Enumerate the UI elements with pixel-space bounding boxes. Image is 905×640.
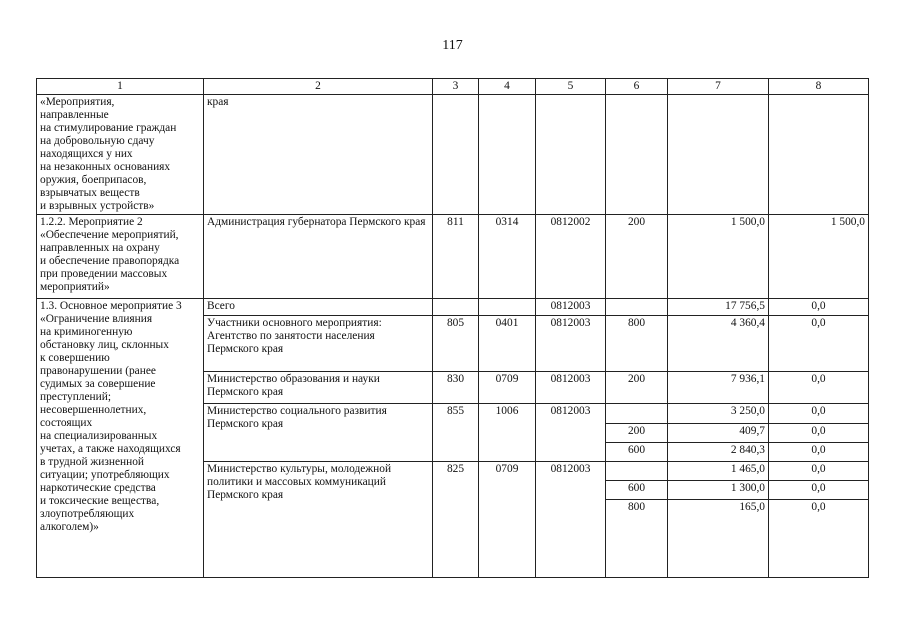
- code-cell: 830: [433, 372, 479, 404]
- code-cell: 0401: [479, 316, 536, 372]
- amount-cell: 0,0: [769, 424, 869, 443]
- header-cell: 3: [433, 79, 479, 95]
- table-cell: [536, 95, 606, 215]
- amount-cell: 3 250,0: [668, 404, 769, 424]
- table-cell: [479, 299, 536, 316]
- code-cell: 0812002: [536, 215, 606, 299]
- code-cell: 805: [433, 316, 479, 372]
- table-cell: [668, 95, 769, 215]
- code-cell: 200: [606, 372, 668, 404]
- header-cell: 8: [769, 79, 869, 95]
- code-cell: 600: [606, 443, 668, 462]
- code-cell: 0709: [479, 372, 536, 404]
- header-cell: 6: [606, 79, 668, 95]
- table-cell: [479, 95, 536, 215]
- executor-cell: Участники основного мероприятия: Агентство по занятости населения Пермского края: [204, 316, 433, 372]
- amount-cell: 0,0: [769, 462, 869, 481]
- amount-cell: 1 465,0: [668, 462, 769, 481]
- code-cell: 800: [606, 316, 668, 372]
- code-cell: 1006: [479, 404, 536, 462]
- header-cell: 4: [479, 79, 536, 95]
- table-row: [37, 215, 869, 299]
- measure-title: 1.3. Основное мероприятие 3 «Ограничение влияния на криминогенную обстановку лиц, склонных к совершению правонарушении (ранее судимых за совершение преступлений; несовершеннолетних, состоящих на специализированных учетах, а также находящихся в трудной жизненной ситуации; употребляющих наркотические средства и токсические вещества, злоупотребляющих алкоголем)»: [37, 299, 204, 578]
- code-cell: 0812003: [536, 462, 606, 578]
- executor-cell: Министерство культуры, молодежной политики и массовых коммуникаций Пермского края: [204, 462, 433, 578]
- table-cell: [606, 95, 668, 215]
- executor-cell: Министерство социального развития Пермского края: [204, 404, 433, 462]
- amount-cell: 1 500,0: [769, 215, 869, 299]
- header-cell: 1: [37, 79, 204, 95]
- amount-cell: 7 936,1: [668, 372, 769, 404]
- table-cell: [433, 95, 479, 215]
- table-row: [37, 95, 869, 215]
- header-cell: 7: [668, 79, 769, 95]
- table-cell: [433, 299, 479, 316]
- table-row: [37, 299, 869, 316]
- budget-table: [36, 78, 869, 578]
- amount-cell: 1 300,0: [668, 481, 769, 500]
- table-cell: [769, 95, 869, 215]
- measure-title: 1.2.2. Мероприятие 2 «Обеспечение мероприятий, направленных на охрану и обеспечение правопорядка при проведении массовых мероприятий»: [37, 215, 204, 299]
- amount-cell: 0,0: [769, 500, 869, 578]
- executor-cell: Всего: [204, 299, 433, 316]
- header-cell: 5: [536, 79, 606, 95]
- amount-cell: 0,0: [769, 481, 869, 500]
- code-cell: 800: [606, 500, 668, 578]
- amount-cell: 0,0: [769, 372, 869, 404]
- amount-cell: 0,0: [769, 299, 869, 316]
- code-cell: 811: [433, 215, 479, 299]
- measure-title: «Мероприятия, направленные на стимулирование граждан на добровольную сдачу находящихся у них на незаконных основаниях оружия, боеприпасов, взрывчатых веществ и взрывных устройств»: [37, 95, 204, 215]
- code-cell: 0812003: [536, 404, 606, 462]
- executor-cell: Министерство образования и науки Пермского края: [204, 372, 433, 404]
- amount-cell: 0,0: [769, 443, 869, 462]
- header-cell: 2: [204, 79, 433, 95]
- code-cell: 0812003: [536, 372, 606, 404]
- amount-cell: 2 840,3: [668, 443, 769, 462]
- code-cell: 825: [433, 462, 479, 578]
- amount-cell: 4 360,4: [668, 316, 769, 372]
- code-cell: 200: [606, 424, 668, 443]
- code-cell: [606, 404, 668, 424]
- amount-cell: 0,0: [769, 316, 869, 372]
- page-number: 117: [442, 38, 463, 53]
- code-cell: 600: [606, 481, 668, 500]
- amount-cell: 17 756,5: [668, 299, 769, 316]
- table-header-row: [37, 79, 869, 95]
- code-cell: 200: [606, 215, 668, 299]
- code-cell: 0812003: [536, 299, 606, 316]
- code-cell: 0709: [479, 462, 536, 578]
- amount-cell: 0,0: [769, 404, 869, 424]
- table-cell: [606, 299, 668, 316]
- executor-cell: Администрация губернатора Пермского края: [204, 215, 433, 299]
- code-cell: [606, 462, 668, 481]
- amount-cell: 1 500,0: [668, 215, 769, 299]
- code-cell: 0812003: [536, 316, 606, 372]
- amount-cell: 165,0: [668, 500, 769, 578]
- code-cell: 0314: [479, 215, 536, 299]
- amount-cell: 409,7: [668, 424, 769, 443]
- executor-cell: края: [204, 95, 433, 215]
- code-cell: 855: [433, 404, 479, 462]
